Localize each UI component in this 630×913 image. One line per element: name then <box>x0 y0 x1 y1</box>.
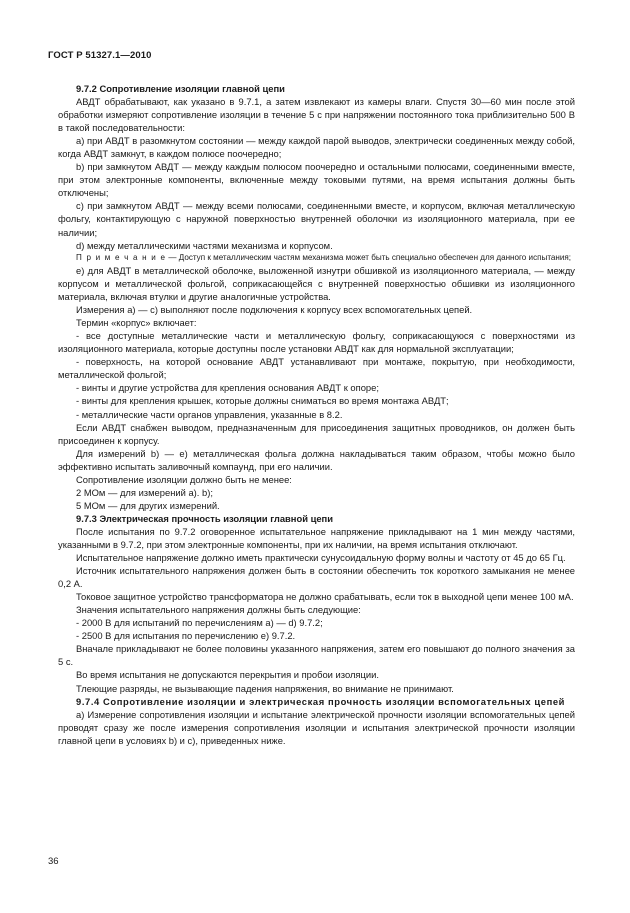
value-line: 2 МОм — для измерений а). b); <box>76 486 213 498</box>
paragraph: Если АВДТ снабжен выводом, предназначенным для присоединения защитных проводников, он должен быть присоединен к корпусу. <box>58 421 575 446</box>
paragraph: Термин «корпус» включает: <box>76 317 197 329</box>
note-label: П р и м е ч а н и е <box>76 252 167 262</box>
list-item: - 2500 В для испытания по перечислению е) 9.7.2. <box>76 630 296 642</box>
list-item-c: c) при замкнутом АВДТ — между всеми полюсами, соединенными вместе, и корпусом, включая металлическую фольгу, контактирующую с наружной поверхностью внутренней оболочки из изоляционного материала, при ее наличии; <box>58 200 575 238</box>
paragraph: Вначале прикладывают не более половины указанного напряжения, затем его повышают до полного значения за 5 с. <box>58 643 575 668</box>
list-item: - винты и другие устройства для крепления основания АВДТ к опоре; <box>76 382 379 394</box>
list-item: - поверхность, на которой основание АВДТ устанавливают при монтаже, покрытую, при необходимости, металлической фольгой; <box>58 356 575 381</box>
list-item: - металлические части органов управления, указанные в 8.2. <box>76 408 343 420</box>
document-header: ГОСТ Р 51327.1—2010 <box>48 50 152 61</box>
section-heading-9-7-4: 9.7.4 Сопротивление изоляции и электрическая прочность изоляции вспомогательных цепей <box>76 695 566 707</box>
paragraph: Для измерений b) — e) металлическая фольга должна накладываться таким образом, чтобы можно было эффективно испытать заливочный компаунд, при его наличии. <box>58 447 575 472</box>
list-item-a: а) Измерение сопротивления изоляции и испытание электрической прочности изоляции вспомогательных цепей проводят сразу же после измерения сопротивления изоляции и испытания электрической прочности изоляции главной цепи в условиях b) и с), приведенных ниже. <box>58 708 575 746</box>
paragraph: Значения испытательного напряжения должны быть следующие: <box>76 604 361 616</box>
page-number: 36 <box>48 856 59 867</box>
paragraph: Токовое защитное устройство трансформатора не должно срабатывать, если ток в выходной цепи менее 100 мА. <box>76 591 574 603</box>
paragraph: АВДТ обрабатывают, как указано в 9.7.1, а затем извлекают из камеры влаги. Спустя 30—60 мин после этой обработки измеряют сопротивление изоляции в течение 5 с при напряжении постоянного тока приблизительно 500 В в такой последовательности: <box>58 96 575 134</box>
list-item-e: e) для АВДТ в металлической оболочке, выложенной изнутри обшивкой из изоляционного материала, — между корпусом и металлической фольгой, соприкасающейся с внутренней поверхностью обшивки из изоляционного материала, включая втулки и другие аналогичные устройства. <box>58 265 575 303</box>
note <box>58 252 575 264</box>
section-heading-9-7-3: 9.7.3 Электрическая прочность изоляции главной цепи <box>76 512 333 524</box>
list-item: - все доступные металлические части и металлическую фольгу, соприкасающуюся с поверхностями из изоляционного материала, которые доступны после установки АВДТ как для нормальной эксплуатации; <box>58 330 575 355</box>
list-item-a: a) при АВДТ в разомкнутом состоянии — между каждой парой выводов, электрически соединенных между собой, когда АВДТ замкнут, в каждом полюсе поочередно; <box>58 135 575 160</box>
paragraph: Источник испытательного напряжения должен быть в состоянии обеспечить ток короткого замыкания не менее 0,2 А. <box>58 565 575 590</box>
paragraph: Тлеющие разряды, не вызывающие падения напряжения, во внимание не принимают. <box>76 682 454 694</box>
value-line: 5 МОм — для других измерений. <box>76 499 220 511</box>
list-item-b: b) при замкнутом АВДТ — между каждым полюсом поочередно и остальными полюсами, соединенными вместе, при этом электронные компоненты, включенные между токовыми путями, на время испытания должны быть отключены; <box>58 161 575 199</box>
paragraph: Измерения а) — с) выполняют после подключения к корпусу всех вспомогательных цепей. <box>76 304 473 316</box>
paragraph: Сопротивление изоляции должно быть не менее: <box>76 473 292 485</box>
paragraph: После испытания по 9.7.2 оговоренное испытательное напряжение прикладывают на 1 мин между частями, указанными в 9.7.2, при этом электронные компоненты, при их наличии, на время испытания отключают. <box>58 525 575 550</box>
note-text: — Доступ к металлическим частям механизма может быть специально обеспечен для данного испытания; <box>166 252 572 262</box>
section-heading-9-7-2: 9.7.2 Сопротивление изоляции главной цепи <box>76 83 285 94</box>
list-item: - винты для крепления крышек, которые должны сниматься во время монтажа АВДТ; <box>76 395 449 407</box>
paragraph: Испытательное напряжение должно иметь практически сунусоидальную форму волны и частоту от 45 до 65 Гц. <box>76 552 566 564</box>
list-item: - 2000 В для испытаний по перечислениям а) — d) 9.7.2; <box>76 617 323 629</box>
paragraph: Во время испытания не допускаются перекрытия и пробои изоляции. <box>76 669 379 681</box>
list-item-d: d) между металлическими частями механизма и корпусом. <box>76 239 333 251</box>
document-body <box>58 82 575 747</box>
